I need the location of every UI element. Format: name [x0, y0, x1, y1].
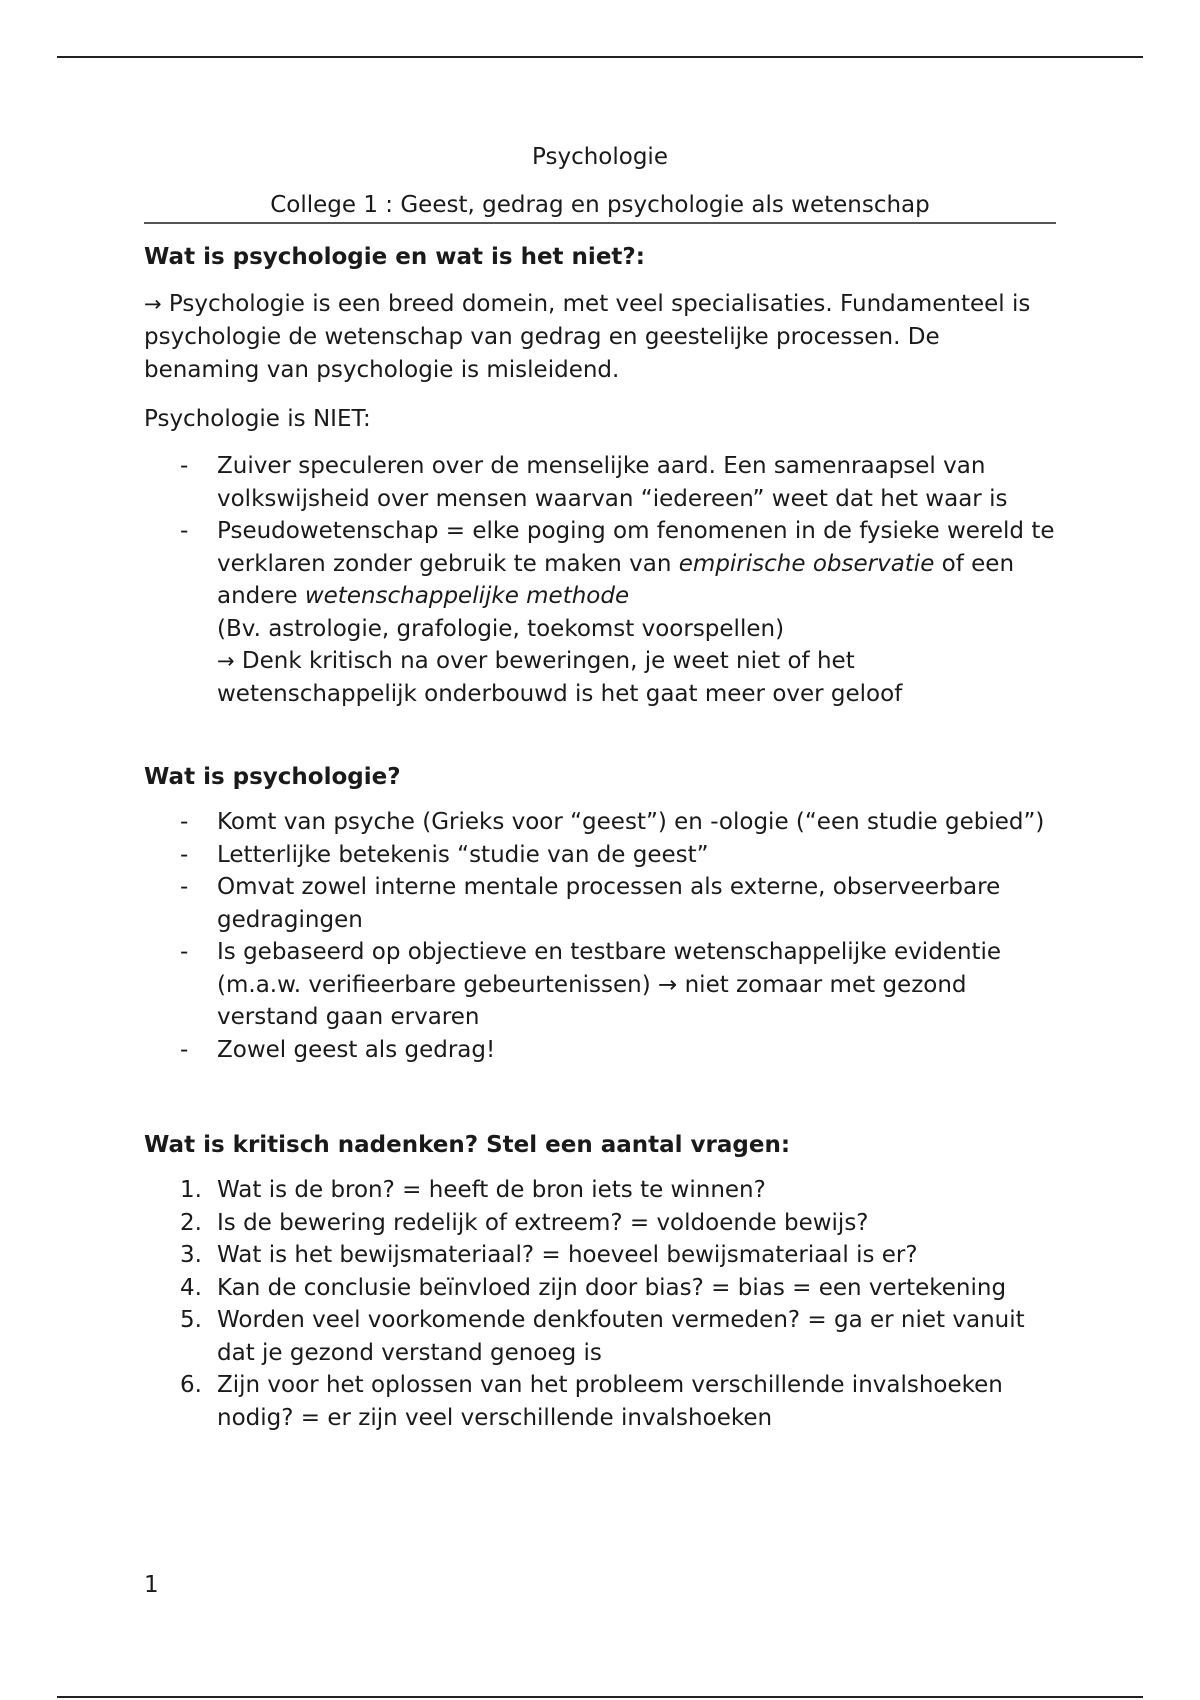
bullet-marker: - [180, 453, 189, 479]
header-rule [57, 56, 1143, 58]
bullet-marker: - [180, 939, 189, 965]
list-item [144, 1034, 1056, 1067]
intro-paragraph [144, 288, 1056, 387]
list-item [144, 1304, 1056, 1369]
numbered-list [144, 1174, 1056, 1434]
list-item [144, 839, 1056, 872]
list-item [144, 515, 1056, 710]
list-item-text: Is gebaseerd op objectieve en testbare wetenschappelijke evidentie (m.a.w. verifieerbare gebeurtenissen) → niet zomaar met gezond verstand gaan ervaren [217, 939, 1002, 1030]
examples-text: (Bv. astrologie, grafologie, toekomst voorspellen) [217, 615, 785, 642]
bullet-list [144, 806, 1056, 1066]
section-heading: Wat is kritisch nadenken? Stel een aantal vragen: [144, 1132, 791, 1158]
list-item [144, 936, 1056, 1034]
intro-text: Psychologie is een breed domein, met veel specialisaties. Fundamenteel is psychologie de wetenschap van gedrag en geestelijke processen. De benaming van psychologie is misleidend. [144, 291, 1031, 383]
emphasis-text: empirische observatie [678, 550, 935, 577]
list-item [144, 1207, 1056, 1240]
list-item-text: Letterlijke betekenis “studie van de geest” [217, 841, 709, 868]
list-item [144, 1272, 1056, 1305]
list-item-text: Komt van psyche (Grieks voor “geest”) en -ologie (“een studie gebied”) [217, 809, 1045, 835]
document-title: Psychologie [532, 144, 668, 170]
list-number: 6. [180, 1372, 202, 1398]
section-heading: Wat is psychologie? [144, 764, 401, 790]
emphasis-text: wetenschappelijke methode [304, 583, 630, 609]
bullet-marker: - [180, 809, 189, 835]
list-item [144, 1369, 1056, 1434]
bullet-list [144, 450, 1056, 710]
arrow-right-icon: → [144, 292, 162, 316]
document-subtitle: College 1 : Geest, gedrag en psychologie als wetenschap [144, 190, 1056, 224]
list-item [144, 1239, 1056, 1272]
list-item-text: Zowel geest als gedrag! [217, 1036, 496, 1063]
list-number: 1. [180, 1177, 202, 1203]
list-item-text: Worden veel voorkomende denkfouten vermeden? = ga er niet vanuit dat je gezond verstand genoeg is [217, 1307, 1025, 1366]
list-item [144, 806, 1056, 839]
list-item-text: Wat is het bewijsmateriaal? = hoeveel bewijsmateriaal is er? [217, 1242, 918, 1268]
list-item [144, 871, 1056, 936]
list-item [144, 1174, 1056, 1207]
list-item-text: Is de bewering redelijk of extreem? = voldoende bewijs? [217, 1209, 869, 1236]
bullet-marker: - [180, 518, 189, 544]
list-item-text: Zijn voor het oplossen van het probleem verschillende invalshoeken nodig? = er zijn veel verschillende invalshoeken [217, 1372, 1003, 1431]
list-item-text: of een andere [217, 550, 1015, 609]
section-heading: Wat is psychologie en wat is het niet?: [144, 244, 645, 270]
document-page [144, 142, 1056, 1434]
list-item [144, 450, 1056, 515]
bullet-marker: - [180, 1036, 189, 1063]
list-item-text: Wat is de bron? = heeft de bron iets te winnen? [217, 1177, 766, 1203]
list-number: 4. [180, 1274, 202, 1301]
footer-rule [57, 1696, 1143, 1700]
page-number: 1 [144, 1572, 159, 1598]
list-item-text: Kan de conclusie beïnvloed zijn door bias? = bias = een vertekening [217, 1274, 1007, 1301]
list-number: 3. [180, 1242, 202, 1268]
list-item-text: Pseudowetenschap = elke poging om fenomenen in de fysieke wereld te verklaren zonder gebruik te maken van [217, 518, 1055, 577]
note-text: Denk kritisch na over beweringen, je weet niet of het wetenschappelijk onderbouwd is het gaat meer over geloof [217, 648, 903, 707]
list-number: 5. [180, 1307, 202, 1333]
list-number: 2. [180, 1209, 202, 1236]
arrow-right-icon: → [217, 649, 235, 673]
list-item-text: Omvat zowel interne mentale processen als externe, observeerbare gedragingen [217, 874, 1001, 933]
list-item-text: Zuiver speculeren over de menselijke aard. Een samenraapsel van volkswijsheid over mensen waarvan “iedereen” weet dat het waar is [217, 453, 1008, 512]
bullet-marker: - [180, 874, 189, 900]
not-label: Psychologie is NIET: [144, 406, 371, 432]
bullet-marker: - [180, 841, 189, 868]
